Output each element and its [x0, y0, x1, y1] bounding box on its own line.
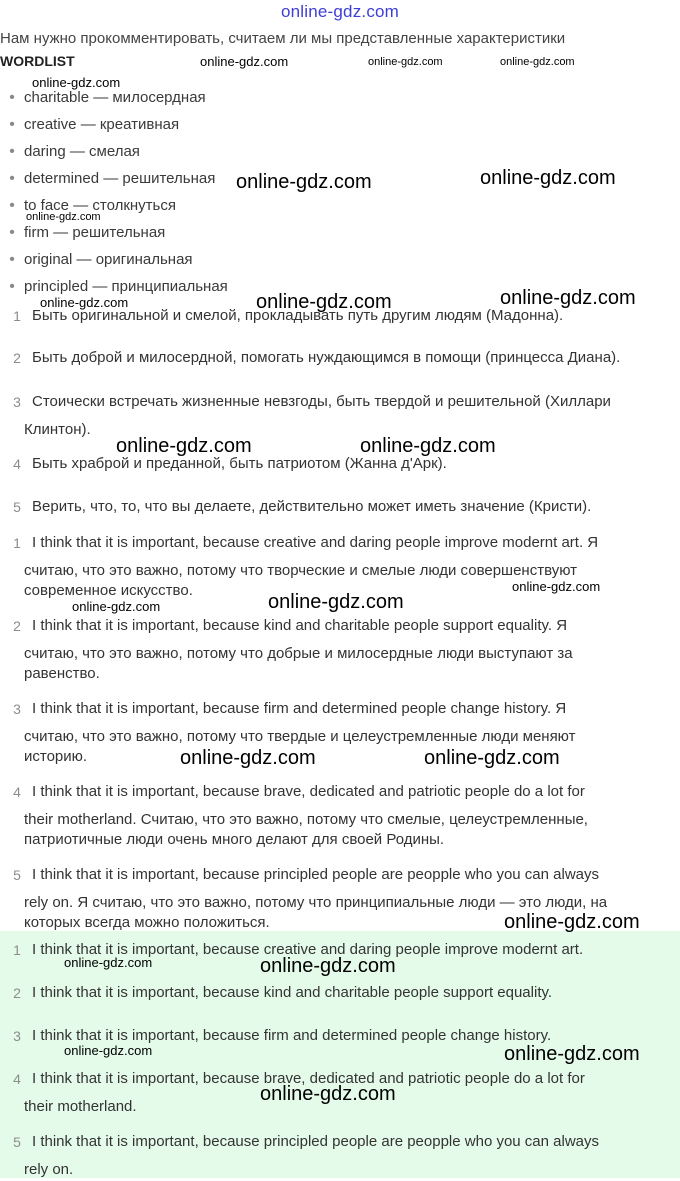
- watermark: online-gdz.com: [180, 747, 316, 769]
- intro-text: Нам нужно прокомментировать, считаем ли мы представленные характеристики: [0, 30, 566, 47]
- item-text: I think that it is important, because firm and determined people change history.: [32, 1027, 552, 1044]
- item-number: 5: [13, 499, 21, 515]
- watermark: online-gdz.com: [64, 955, 153, 970]
- watermark: online-gdz.com: [26, 211, 101, 223]
- bullet-icon: •: [9, 170, 15, 187]
- watermark: online-gdz.com: [368, 56, 443, 68]
- item-text-continued: равенство.: [24, 665, 100, 682]
- item-number: 3: [13, 394, 21, 410]
- watermark: online-gdz.com: [480, 167, 616, 189]
- bullet-icon: •: [9, 278, 15, 295]
- wordlist-item-text: firm — решительная: [24, 224, 166, 241]
- wordlist-item-text: principled — принципиальная: [24, 278, 228, 295]
- item-text: I think that it is important, because creative and daring people improve modernt art. Я: [32, 534, 599, 551]
- item-number: 1: [13, 942, 21, 958]
- watermark: online-gdz.com: [116, 435, 252, 457]
- wordlist-item-text: original — оригинальная: [24, 251, 193, 268]
- watermark: online-gdz.com: [72, 599, 161, 614]
- wordlist-item: [0, 169, 215, 189]
- watermark: online-gdz.com: [32, 75, 121, 90]
- watermark: online-gdz.com: [504, 911, 640, 933]
- item-text: I think that it is important, because kind and charitable people support equality.: [32, 984, 553, 1001]
- item-text: I think that it is important, because creative and daring people improve modernt art.: [32, 941, 584, 958]
- item-number: 2: [13, 985, 21, 1001]
- watermark: online-gdz.com: [500, 287, 636, 309]
- watermark: online-gdz.com: [236, 171, 372, 193]
- item-text-continued: считаю, что это важно, потому что твердые и целеустремленные люди меняют: [24, 728, 576, 745]
- wordlist-item: [0, 115, 179, 135]
- watermark: online-gdz.com: [256, 291, 392, 313]
- bullet-icon: •: [9, 251, 15, 268]
- item-number: 2: [13, 618, 21, 634]
- wordlist-item: [0, 88, 206, 108]
- bullet-icon: •: [9, 89, 15, 106]
- watermark: online-gdz.com: [500, 56, 575, 68]
- item-number: 1: [13, 535, 21, 551]
- watermark: online-gdz.com: [260, 1083, 396, 1105]
- item-number: 4: [13, 456, 21, 472]
- item-text: Стоически встречать жизненные невзгоды, быть твердой и решительной (Хиллари: [32, 393, 611, 410]
- item-number: 4: [13, 1071, 21, 1087]
- item-text-continued: считаю, что это важно, потому что добрые и милосердные люди выступают за: [24, 645, 573, 662]
- bullet-icon: •: [9, 224, 15, 241]
- item-text: Быть доброй и милосердной, помогать нуждающимся в помощи (принцесса Диана).: [32, 349, 621, 366]
- item-text: Быть храброй и преданной, быть патриотом (Жанна д'Арк).: [32, 455, 447, 472]
- item-number: 2: [13, 350, 21, 366]
- item-number: 1: [13, 308, 21, 324]
- item-number: 5: [13, 1134, 21, 1150]
- item-text: I think that it is important, because kind and charitable people support equality. Я: [32, 617, 568, 634]
- wordlist-heading: WORDLIST: [0, 53, 75, 69]
- item-text-continued: rely on. Я считаю, что это важно, потому что принципиальные люди — это люди, на: [24, 894, 608, 911]
- item-text: I think that it is important, because firm and determined people change history. Я: [32, 700, 567, 717]
- wordlist-item-text: daring — смелая: [24, 143, 140, 160]
- item-text-continued: современное искусство.: [24, 582, 193, 599]
- item-text-continued: считаю, что это важно, потому что творческие и смелые люди совершенствуют: [24, 562, 578, 579]
- wordlist-item: [0, 142, 140, 162]
- wordlist-item-text: to face — столкнуться: [24, 197, 176, 214]
- watermark: online-gdz.com: [268, 591, 404, 613]
- item-text-continued: патриотичные люди очень много делают для своей Родины.: [24, 831, 445, 848]
- bullet-icon: •: [9, 197, 15, 214]
- item-text: I think that it is important, because principled people are peopple who you can always: [32, 1133, 600, 1150]
- site-title: online-gdz.com: [280, 2, 400, 21]
- item-text-continued: their motherland. Считаю, что это важно, потому что смелые, целеустремленные,: [24, 811, 588, 828]
- item-text-continued: rely on.: [24, 1161, 74, 1178]
- bullet-icon: •: [9, 116, 15, 133]
- item-text: I think that it is important, because brave, dedicated and patriotic people do a lot for: [32, 783, 585, 800]
- item-text: Быть оригинальной и смелой, прокладывать путь другим людям (Мадонна).: [32, 307, 564, 324]
- item-number: 3: [13, 1028, 21, 1044]
- item-text: I think that it is important, because principled people are peopple who you can always: [32, 866, 600, 883]
- watermark: online-gdz.com: [504, 1043, 640, 1065]
- wordlist-item: [0, 250, 193, 270]
- item-number: 3: [13, 701, 21, 717]
- watermark: online-gdz.com: [424, 747, 560, 769]
- item-text-continued: their motherland.: [24, 1098, 137, 1115]
- item-text-continued: которых всегда можно положиться.: [24, 914, 270, 931]
- bullet-icon: •: [9, 143, 15, 160]
- wordlist-item-text: creative — креативная: [24, 116, 180, 133]
- item-text-continued: Клинтон).: [24, 421, 91, 438]
- item-number: 4: [13, 784, 21, 800]
- watermark: online-gdz.com: [260, 955, 396, 977]
- item-text-continued: историю.: [24, 748, 88, 765]
- wordlist-item-text: determined — решительная: [24, 170, 216, 187]
- item-number: 5: [13, 867, 21, 883]
- item-text: Верить, что, то, что вы делаете, действительно может иметь значение (Кристи).: [32, 498, 592, 515]
- watermark: online-gdz.com: [40, 295, 129, 310]
- wordlist-item-text: charitable — милосердная: [24, 89, 206, 106]
- watermark: online-gdz.com: [360, 435, 496, 457]
- watermark: online-gdz.com: [512, 579, 601, 594]
- watermark: online-gdz.com: [64, 1043, 153, 1058]
- watermark: online-gdz.com: [200, 54, 289, 69]
- wordlist-item: [0, 223, 165, 243]
- item-text: I think that it is important, because brave, dedicated and patriotic people do a lot for: [32, 1070, 585, 1087]
- wordlist-item: [0, 277, 228, 297]
